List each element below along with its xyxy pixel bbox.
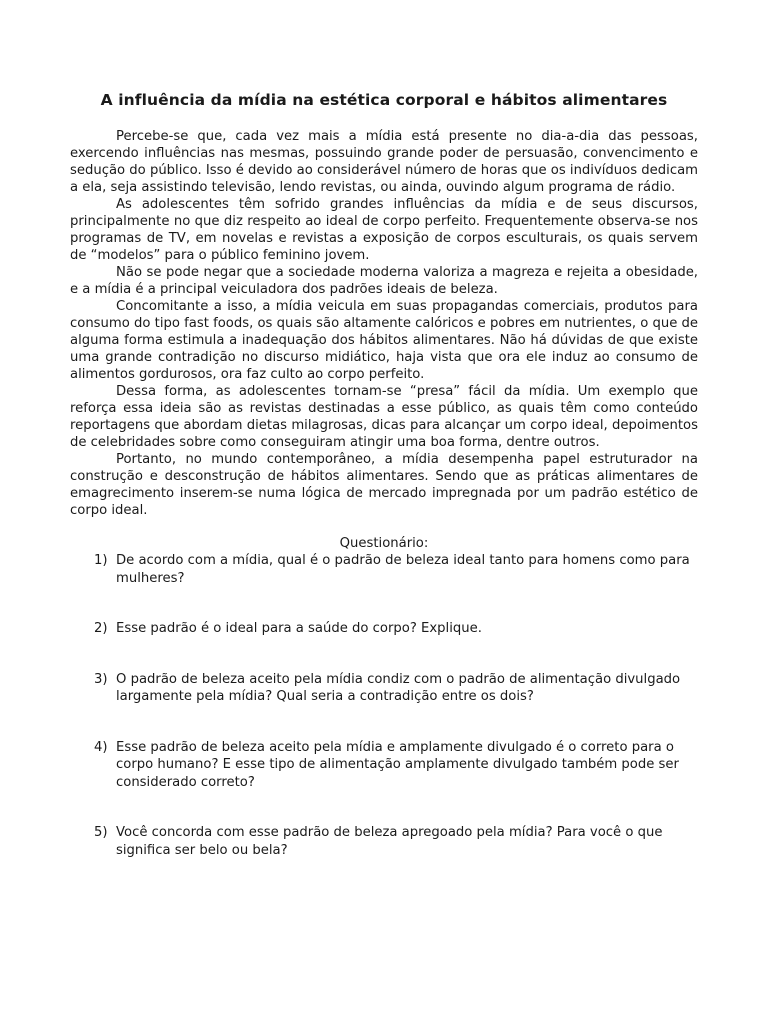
question-item xyxy=(70,671,698,706)
question-text: Você concorda com esse padrão de beleza apregoado pela mídia? Para você o que significa ser belo ou bela? xyxy=(116,825,663,858)
question-item xyxy=(70,552,698,587)
question-item xyxy=(70,620,698,638)
question-list xyxy=(70,552,698,859)
paragraph: As adolescentes têm sofrido grandes influências da mídia e de seus discursos, principalmente no que diz respeito ao ideal de corpo perfeito. Frequentemente observa-se nos programas de TV, em novelas e revistas a exposição de corpos esculturais, os quais servem de “modelos” para o público feminino jovem. xyxy=(70,197,698,263)
question-number: 3) xyxy=(94,671,108,687)
question-item xyxy=(70,824,698,859)
question-text: Esse padrão é o ideal para a saúde do corpo? Explique. xyxy=(116,621,482,636)
paragraph: Dessa forma, as adolescentes tornam-se “presa” fácil da mídia. Um exemplo que reforça essa ideia são as revistas destinadas a esse público, as quais têm como conteúdo reportagens que abordam dietas milagrosas, dicas para alcançar um corpo ideal, depoimentos de celebridades sobre como conseguiram atingir uma boa forma, dentre outros. xyxy=(70,384,698,450)
question-text: De acordo com a mídia, qual é o padrão de beleza ideal tanto para homens como para mulheres? xyxy=(116,553,690,586)
paragraph: Não se pode negar que a sociedade moderna valoriza a magreza e rejeita a obesidade, e a mídia é a principal veiculadora dos padrões ideais de beleza. xyxy=(70,265,698,297)
paragraph: Concomitante a isso, a mídia veicula em suas propagandas comerciais, produtos para consumo do tipo fast foods, os quais são altamente calóricos e pobres em nutrientes, o que de alguma forma estimula a inadequação dos hábitos alimentares. Não há dúvidas de que existe uma grande contradição no discurso midiático, haja vista que ora ele induz ao consumo de alimentos gordurosos, ora faz culto ao corpo perfeito. xyxy=(70,299,699,382)
question-text: O padrão de beleza aceito pela mídia condiz com o padrão de alimentação divulgado largamente pela mídia? Qual seria a contradição entre os dois? xyxy=(116,671,681,704)
question-number: 4) xyxy=(94,739,108,755)
paragraph: Portanto, no mundo contemporâneo, a mídia desempenha papel estruturador na construção e desconstrução de hábitos alimentares. Sendo que as práticas alimentares de emagrecimento inserem-se numa lógica de mercado impregnada por um padrão estético de corpo ideal. xyxy=(70,452,698,518)
document-body xyxy=(70,128,698,519)
question-item xyxy=(70,739,698,792)
question-number: 2) xyxy=(94,621,108,636)
question-text: Esse padrão de beleza aceito pela mídia e amplamente divulgado é o correto para o corpo humano? E esse tipo de alimentação amplamente divulgado também pode ser considerado correto? xyxy=(116,739,679,790)
questionnaire xyxy=(70,535,698,859)
paragraph: Percebe-se que, cada vez mais a mídia está presente no dia-a-dia das pessoas, exercendo influências nas mesmas, possuindo grande poder de persuasão, convencimento e sedução do público. Isso é devido ao considerável número de horas que os indivíduos dedicam a ela, seja assistindo televisão, lendo revistas, ou ainda, ouvindo algum programa de rádio. xyxy=(70,129,698,195)
questionnaire-heading: Questionário: xyxy=(339,536,429,551)
document-title: A influência da mídia na estética corporal e hábitos alimentares xyxy=(100,91,668,109)
question-number: 5) xyxy=(94,825,108,840)
question-number: 1) xyxy=(94,553,108,568)
